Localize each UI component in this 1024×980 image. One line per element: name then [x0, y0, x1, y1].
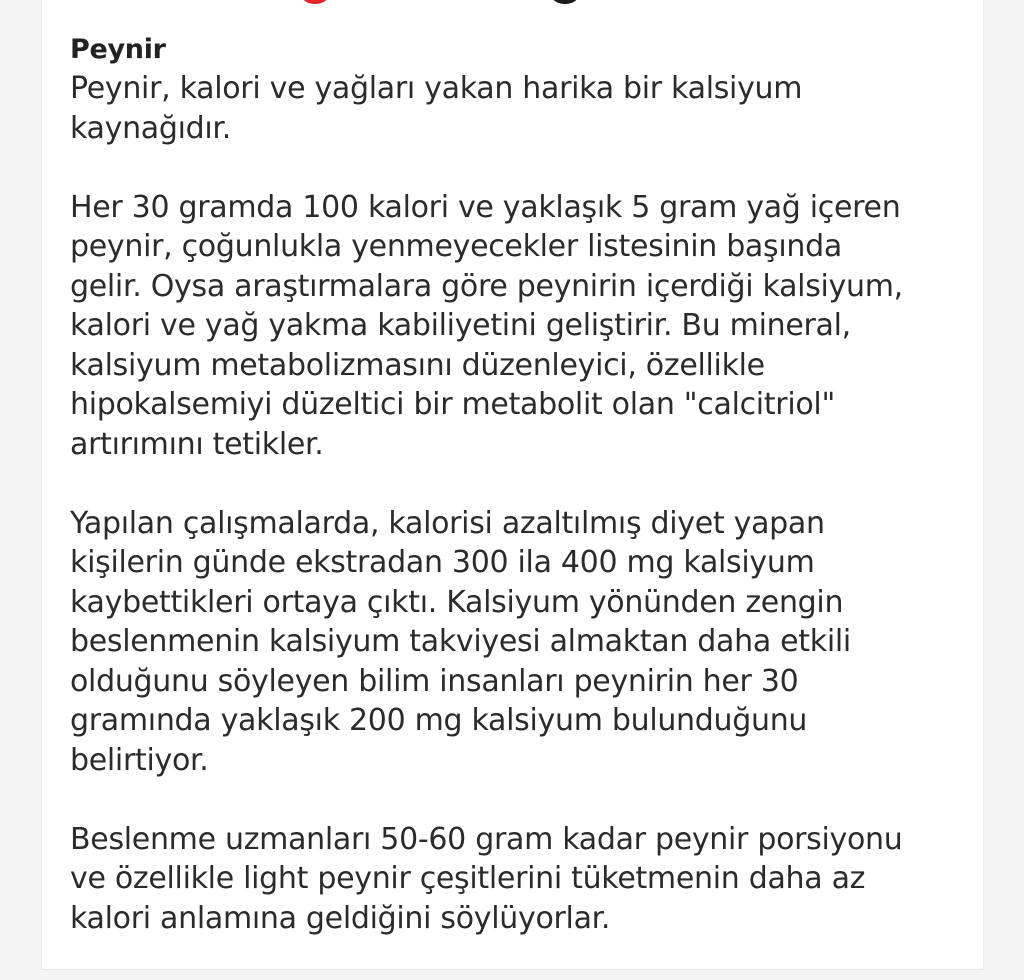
text-line: gramında yaklaşık 200 mg kalsiyum bulunduğunu	[70, 703, 808, 738]
text-line: kişilerin günde ekstradan 300 ila 400 mg kalsiyum	[70, 545, 815, 580]
text-line: kalori ve yağ yakma kabiliyetini geliştirir. Bu mineral,	[70, 308, 851, 343]
text-line: kalsiyum metabolizmasını düzenleyici, özellikle	[70, 347, 765, 383]
paragraph-4	[70, 820, 970, 939]
text-line: Yapılan çalışmalarda, kalorisi azaltılmış diyet yapan	[70, 505, 825, 541]
text-line: Peynir, kalori ve yağları yakan harika bir kalsiyum	[70, 71, 803, 106]
text-line: olduğunu söyleyen bilim insanları peynirin her 30	[70, 663, 799, 699]
paragraph-3	[70, 504, 970, 781]
text-line: peynir, çoğunlukla yenmeyecekler listesinin başında	[70, 229, 842, 264]
paragraph-2	[70, 188, 970, 465]
text-line: kaybettikleri ortaya çıktı. Kalsiyum yönünden zengin	[70, 584, 844, 620]
black-circle-icon	[552, 0, 578, 4]
article-title: Peynir	[70, 34, 166, 65]
red-circle-icon	[302, 0, 328, 4]
text-line: kaynağıdır.	[70, 110, 231, 146]
text-line: hipokalsemiyi düzeltici bir metabolit olan "calcitriol"	[70, 387, 835, 422]
text-line: belirtiyor.	[70, 742, 209, 778]
text-line: Beslenme uzmanları 50-60 gram kadar peynir porsiyonu	[70, 821, 903, 857]
article-body	[70, 30, 970, 938]
text-line: gelir. Oysa araştırmalara göre peynirin içerdiği kalsiyum,	[70, 268, 903, 304]
text-line: Her 30 gramda 100 kalori ve yaklaşık 5 gram yağ içeren	[70, 189, 901, 225]
text-line: artırımını tetikler.	[70, 426, 324, 462]
article-card	[41, 0, 984, 970]
text-line: ve özellikle light peynir çeşitlerini tüketmenin daha az	[70, 861, 866, 896]
text-line: kalori anlamına geldiğini söylüyorlar.	[70, 900, 611, 936]
text-line: beslenmenin kalsiyum takviyesi almaktan daha etkili	[70, 624, 851, 659]
paragraph-1	[70, 69, 970, 148]
